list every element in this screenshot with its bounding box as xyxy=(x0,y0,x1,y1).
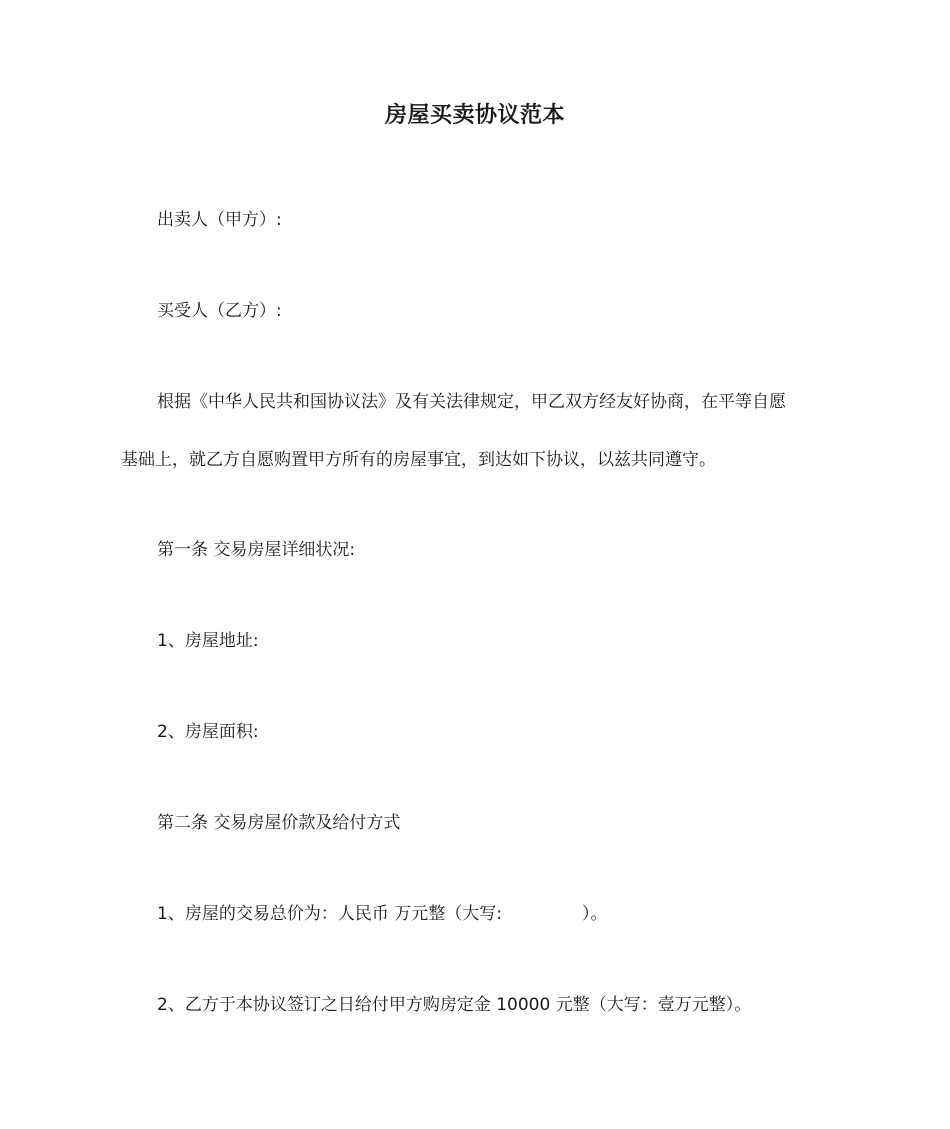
document-title: 房屋买卖协议范本 xyxy=(384,103,565,128)
article-1-heading: 第一条 交易房屋详细状况: xyxy=(157,540,356,560)
item-total-price xyxy=(157,902,607,926)
item-total-price-text: 1、房屋的交易总价为：人民币 万元整（大写: xyxy=(157,904,502,924)
article-2-heading: 第二条 交易房屋价款及给付方式 xyxy=(157,813,401,833)
preamble-line-1: 根据《中华人民共和国协议法》及有关法律规定，甲乙双方经友好协商，在平等自愿 xyxy=(157,392,786,412)
item-total-price-close: ）。 xyxy=(581,904,608,924)
item-deposit: 2、乙方于本协议签订之日给付甲方购房定金 10000 元整（大写：壹万元整）。 xyxy=(157,995,752,1015)
item-house-area: 2、房屋面积: xyxy=(157,722,259,742)
item-house-address: 1、房屋地址: xyxy=(157,631,259,651)
seller-line: 出卖人（甲方）: xyxy=(157,210,282,230)
buyer-line: 买受人（乙方）: xyxy=(157,301,282,321)
preamble-line-2: 基础上，就乙方自愿购置甲方所有的房屋事宜，到达如下协议，以兹共同遵守。 xyxy=(121,450,716,470)
